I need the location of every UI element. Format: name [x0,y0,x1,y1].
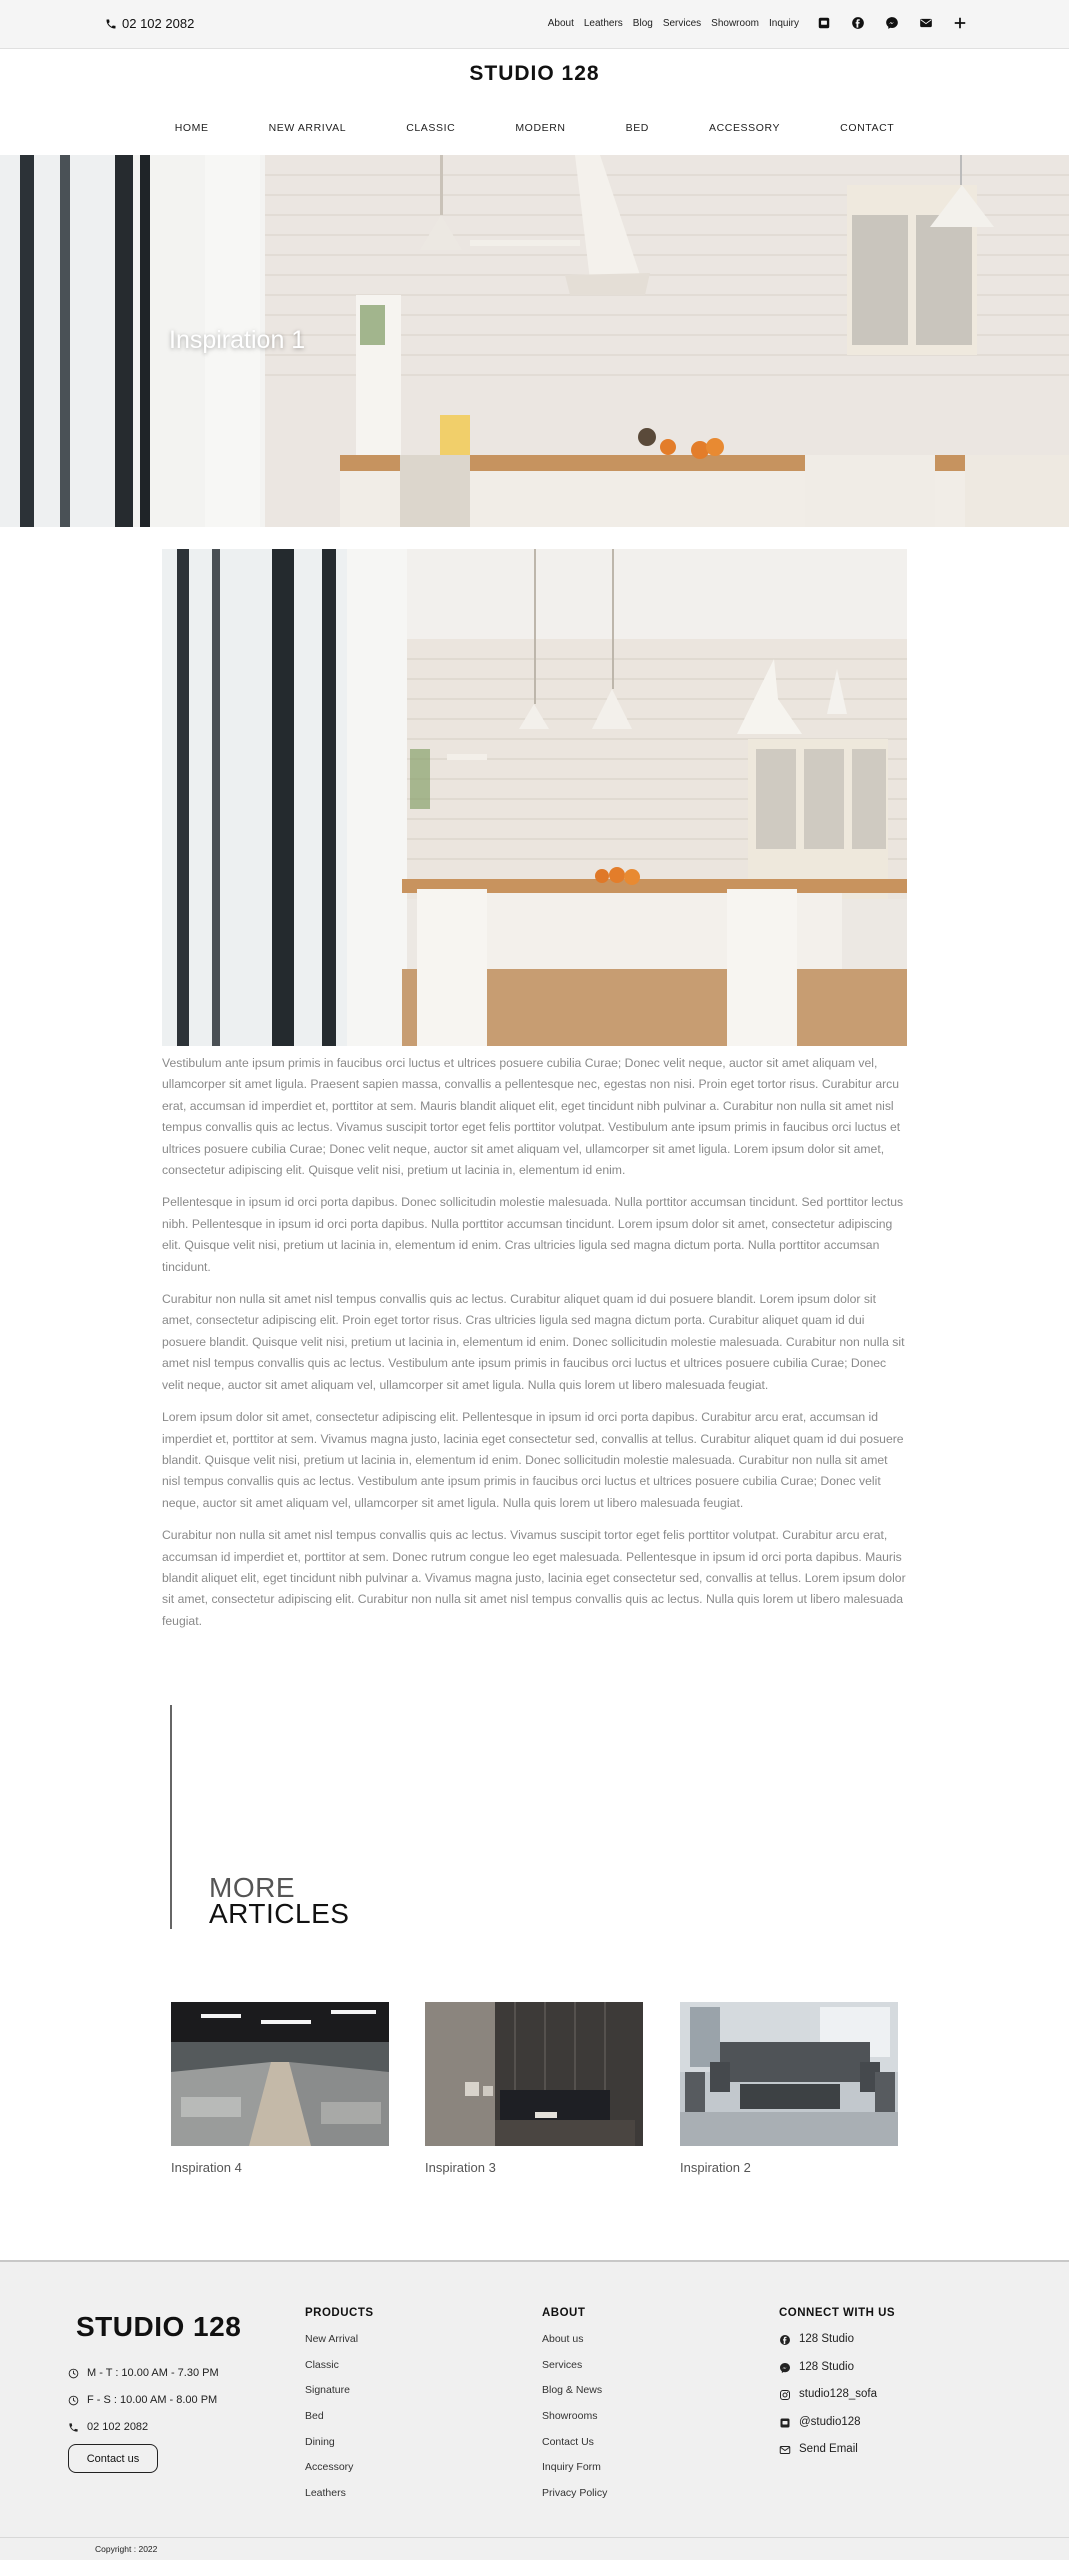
top-link-showroom[interactable]: Showroom [711,17,759,29]
nav-home[interactable]: HOME [174,122,209,134]
footer-social-line[interactable] [779,2416,895,2444]
site-footer [0,2260,1069,2537]
hero-banner [0,155,1069,527]
site-logo[interactable]: STUDIO 128 [469,62,600,85]
article-body [162,1053,907,1643]
footer-hours-weekday [68,2367,219,2379]
nav-classic[interactable]: CLASSIC [406,122,456,134]
footer-social-instagram[interactable] [779,2388,895,2416]
main-nav [0,122,1069,134]
footer-about-column [542,2307,607,2513]
footer-logo[interactable]: STUDIO 128 [76,2311,242,2342]
footer-social-label: @studio128 [799,2415,861,2428]
footer-link-blog-news[interactable]: Blog & News [542,2384,603,2397]
facebook-icon [779,2334,791,2346]
clock-icon [68,2368,79,2379]
article-photo [162,549,907,1046]
footer-link-showrooms[interactable]: Showrooms [542,2410,598,2423]
contact-us-button[interactable]: Contact us [68,2444,158,2473]
footer-connect-title: CONNECT WITH US [779,2307,896,2319]
messenger-icon[interactable] [883,14,901,32]
top-links [548,14,969,32]
footer-social-messenger[interactable] [779,2361,895,2389]
top-bar [0,0,1069,49]
footer-link-privacy-policy[interactable]: Privacy Policy [542,2487,608,2500]
nav-bed[interactable]: BED [625,122,649,134]
article-paragraph: Pellentesque in ipsum id orci porta dapibus. Donec sollicitudin molestie malesuada. Nulla porttitor accumsan tincidunt. Sed porttitor lectus nibh. Pellentesque in ipsum id orci porta dapibus. Nulla porttitor accumsan tincidunt. Lorem ipsum dolor sit amet, consectetur adipiscing elit. Quisque velit nisi, pretium ut lacinia in, elementum id enim. Cras ultricies ligula sed magna dictum porta. Nulla porttitor accumsan tincidunt. [162,1195,904,1274]
living-room-image [680,2002,898,2146]
article-card-caption[interactable]: Inspiration 4 [171,2160,242,2175]
messenger-icon [779,2362,791,2374]
nav-contact[interactable]: CONTACT [840,122,895,134]
footer-link-accessory[interactable]: Accessory [305,2461,354,2474]
line-icon [779,2417,791,2429]
footer-connect-column [779,2307,895,2471]
footer-link-leathers[interactable]: Leathers [305,2487,346,2500]
footer-phone-number: 02 102 2082 [87,2421,149,2433]
top-link-blog[interactable]: Blog [632,17,653,29]
footer-social-facebook[interactable] [779,2333,895,2361]
article-paragraph: Lorem ipsum dolor sit amet, consectetur adipiscing elit. Pellentesque in ipsum id orci porta dapibus. Curabitur arcu erat, accumsan id imperdiet et, porttitor at sem. Vivamus magna justo, lacinia eget consectetur sed, convallis at tellus. Curabitur aliquet quam id dui posuere blandit. Quisque velit nisi, pretium ut lacinia in, elementum id enim. Donec sollicitudin molestie malesuada. Curabitur non nulla sit amet nisl tempus convallis quis ac lectus. Vestibulum ante ipsum primis in faucibus orci luctus et ultrices posuere cubilia Curae; Donec velit neque, auctor sit amet aliquam vel, ullamcorper sit amet ligula. Nulla quis lorem ut libero malesuada feugiat. [162,1410,904,1510]
nav-accessory[interactable]: ACCESSORY [708,122,781,134]
kitchen-photo [162,549,907,1046]
copyright-bar [0,2537,1069,2560]
footer-products-column [305,2307,374,2513]
footer-social-label: Send Email [799,2443,858,2455]
footer-products-title: PRODUCTS [305,2307,374,2319]
article-card-1[interactable] [171,2002,389,2175]
phone-icon [68,2422,79,2433]
inquiry-icon[interactable] [815,14,833,32]
article-card-3[interactable] [680,2002,898,2175]
top-link-services[interactable]: Services [662,17,702,29]
footer-hours-weekend [68,2394,217,2406]
instagram-icon [779,2389,791,2401]
footer-social-label: studio128_sofa [799,2388,878,2400]
article-card-caption[interactable]: Inspiration 3 [425,2160,496,2175]
top-link-leathers[interactable]: Leathers [583,17,623,29]
article-card-thumbnail[interactable] [171,2002,389,2146]
footer-link-contact-us[interactable]: Contact Us [542,2435,594,2448]
bedroom-image [425,2002,643,2146]
footer-social-label: 128 Studio [799,2333,854,2345]
more-articles-divider [170,1705,172,1929]
footer-about-title: ABOUT [542,2307,586,2319]
article-card-caption[interactable]: Inspiration 2 [680,2160,751,2175]
footer-link-dining[interactable]: Dining [305,2435,335,2448]
nav-modern[interactable]: MODERN [515,122,566,134]
top-link-inquiry[interactable]: Inquiry [768,17,799,29]
article-card-thumbnail[interactable] [425,2002,643,2146]
envelope-icon[interactable] [917,14,935,32]
phone-icon [105,18,117,30]
article-paragraph: Curabitur non nulla sit amet nisl tempus convallis quis ac lectus. Vivamus suscipit tortor eget felis porttitor volutpat. Curabitur arcu erat, accumsan id imperdiet et, porttitor at sem. Donec rutrum congue leo eget malesuada. Pellentesque in ipsum id orci porta dapibus. Mauris blandit aliquet elit, eget tincidunt nibh pulvinar a. Vivamus magna justo, lacinia eget consectetur sed, convallis at tellus. Lorem ipsum dolor sit amet, consectetur adipiscing elit. Curabitur non nulla sit amet nisl tempus convallis quis ac lectus. Nulla quis lorem ut libero malesuada feugiat. [162,1528,906,1628]
footer-link-about-us[interactable]: About us [542,2333,584,2345]
more-articles-heading-line2: ARTICLES [209,1898,350,1929]
nav-new-arrival[interactable]: NEW ARRIVAL [268,122,347,134]
top-phone[interactable] [105,16,194,31]
hero-kitchen-image [0,155,1069,527]
footer-link-bed[interactable]: Bed [305,2410,324,2423]
footer-link-new-arrival[interactable]: New Arrival [305,2333,359,2345]
article-card-2[interactable] [425,2002,643,2175]
footer-link-inquiry-form[interactable]: Inquiry Form [542,2461,601,2474]
footer-link-classic[interactable]: Classic [305,2358,339,2371]
footer-send-email[interactable] [779,2443,895,2471]
copyright-text: Copyright : 2022 [95,2544,158,2554]
footer-hours-weekday-text: M - T : 10.00 AM - 7.30 PM [87,2367,219,2379]
top-link-about[interactable]: About [547,17,574,29]
footer-link-services[interactable]: Services [542,2358,583,2371]
more-articles-heading-line1: MORE [209,1872,295,1903]
top-phone-number: 02 102 2082 [122,16,195,31]
warehouse-image [171,2002,389,2146]
footer-social-label: 128 Studio [799,2360,854,2373]
facebook-icon[interactable] [849,14,867,32]
hero-title: Inspiration 1 [169,326,306,354]
clock-icon [68,2395,79,2406]
envelope-icon [779,2444,791,2456]
footer-phone[interactable] [68,2421,148,2433]
plus-icon[interactable] [951,14,969,32]
footer-hours-weekend-text: F - S : 10.00 AM - 8.00 PM [87,2394,218,2406]
article-paragraph: Vestibulum ante ipsum primis in faucibus orci luctus et ultrices posuere cubilia Curae; Donec velit neque, auctor sit amet aliquam vel, ullamcorper sit amet ligula. Praesent sapien massa, convallis a pellentesque nec, egestas non nisi. Proin eget tortor risus. Curabitur arcu erat, accumsan id imperdiet et, porttitor at sem. Mauris blandit aliquet elit, eget tincidunt nibh pulvinar a. Curabitur non nulla sit amet nisl tempus convallis quis ac lectus. Vivamus suscipit tortor eget felis porttitor volutpat. Vestibulum ante ipsum primis in faucibus orci luctus et ultrices posuere cubilia Curae; Donec velit neque, auctor sit amet aliquam vel, ullamcorper sit amet ligula. Lorem ipsum dolor sit amet, consectetur adipiscing elit. Quisque velit nisi, pretium ut lacinia in, elementum id enim. [162,1056,901,1178]
article-paragraph: Curabitur non nulla sit amet nisl tempus convallis quis ac lectus. Curabitur aliquet quam id dui posuere blandit. Lorem ipsum dolor sit amet, consectetur adipiscing elit. Proin eget tortor risus. Cras ultricies ligula sed magna dictum porta. Curabitur aliquet quam id dui posuere blandit. Quisque velit nisi, pretium ut lacinia in, elementum id enim. Donec sollicitudin molestie malesuada. Curabitur non nulla sit amet nisl tempus convallis quis ac lectus. Vestibulum ante ipsum primis in faucibus orci luctus et ultrices posuere cubilia Curae; Donec velit neque, auctor sit amet aliquam vel, ullamcorper sit amet ligula. Nulla quis lorem ut libero malesuada feugiat. [162,1292,905,1392]
article-card-thumbnail[interactable] [680,2002,898,2146]
footer-link-signature[interactable]: Signature [305,2384,350,2397]
